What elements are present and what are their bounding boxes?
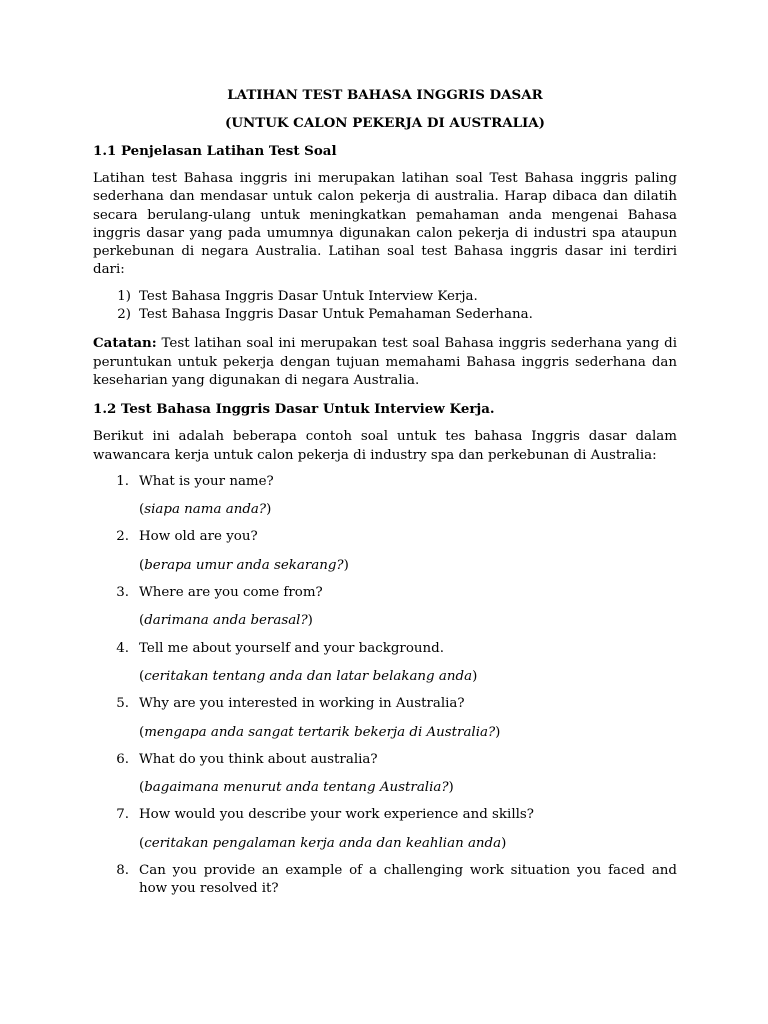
note-label: Catatan:	[93, 335, 157, 352]
document-title: LATIHAN TEST BAHASA INGGRIS DASAR	[227, 87, 543, 103]
question-text: Can you provide an example of a challenging work situation you faced and how you resolved it?	[139, 863, 677, 897]
question-translation: (siapa nama anda?)	[139, 502, 272, 518]
question-item	[93, 806, 677, 853]
test-type-list	[93, 288, 677, 325]
translation-text: berapa umur anda sekarang?	[144, 557, 344, 573]
interview-question-list	[93, 473, 677, 899]
translation-text: ceritakan tentang anda dan latar belakang anda	[144, 668, 473, 684]
question-item	[93, 640, 677, 687]
translation-text: bagaimana menurut anda tentang Australia?	[144, 780, 449, 796]
section-paragraph-1-1: Latihan test Bahasa inggris ini merupakan latihan soal Test Bahasa inggris paling sederhana dan mendasar untuk calon pekerja di australia. Harap dibaca dan dilatih secara berulang-ulang untuk meningkatkan pemahaman anda mengenai Bahasa inggris dasar yang pada umumnya digunakan calon pekerja di industri spa ataupun perkebunan di negara Australia. Latihan soal test Bahasa inggris dasar ini terdiri dari:	[93, 171, 677, 278]
translation-text: siapa nama anda?	[144, 502, 267, 518]
question-text: What is your name?	[139, 473, 274, 489]
question-number: 3.	[116, 585, 129, 601]
question-text: What do you think about australia?	[139, 751, 378, 767]
section-heading-1-2: 1.2 Test Bahasa Inggris Dasar Untuk Interview Kerja.	[93, 401, 495, 418]
section-heading-1-1: 1.1 Penjelasan Latihan Test Soal	[93, 143, 337, 159]
question-number: 5.	[116, 696, 129, 712]
question-translation: (bagaimana menurut anda tentang Australia?)	[139, 780, 454, 796]
question-translation: (berapa umur anda sekarang?)	[139, 557, 349, 573]
translation-text: darimana anda berasal?	[144, 613, 308, 629]
translation-text: ceritakan pengalaman kerja anda dan keahlian anda	[144, 835, 502, 851]
question-translation: (mengapa anda sangat tertarik bekerja di Australia?)	[139, 724, 501, 740]
list-item-number: 2)	[117, 307, 131, 323]
question-item	[93, 584, 677, 631]
question-number: 4.	[116, 640, 129, 656]
document-subtitle: (UNTUK CALON PEKERJA DI AUSTRALIA)	[224, 115, 546, 131]
translation-text: mengapa anda sangat tertarik bekerja di Australia?	[144, 724, 496, 740]
question-item	[93, 751, 677, 798]
question-text: Where are you come from?	[139, 585, 323, 601]
question-item	[93, 695, 677, 742]
question-text: How would you describe your work experience and skills?	[139, 807, 534, 823]
question-number: 7.	[116, 807, 129, 823]
question-number: 8.	[116, 863, 129, 879]
question-item	[93, 862, 677, 899]
question-translation: (ceritakan pengalaman kerja anda dan keahlian anda)	[139, 835, 507, 851]
list-item-number: 1)	[117, 288, 131, 304]
question-number: 1.	[116, 473, 129, 489]
note-text: Test latihan soal ini merupakan test soal Bahasa inggris sederhana yang di peruntukan untuk pekerja dengan tujuan memahami Bahasa inggris sederhana dan keseharian yang digunakan di negara Australia.	[93, 336, 677, 388]
question-item	[93, 528, 677, 575]
question-number: 6.	[116, 751, 129, 767]
question-translation: (darimana anda berasal?)	[139, 613, 313, 629]
question-text: Why are you interested in working in Australia?	[139, 696, 465, 712]
question-text: How old are you?	[139, 529, 258, 545]
list-item	[93, 306, 677, 324]
question-item	[93, 473, 677, 520]
question-number: 2.	[116, 529, 129, 545]
list-item-text: Test Bahasa Inggris Dasar Untuk Interview Kerja.	[139, 288, 478, 304]
list-item-text: Test Bahasa Inggris Dasar Untuk Pemahaman Sederhana.	[139, 307, 533, 323]
note-paragraph	[93, 334, 677, 390]
list-item	[93, 288, 677, 306]
document-content	[93, 86, 677, 908]
question-text: Tell me about yourself and your background.	[139, 640, 444, 656]
section-intro-1-2: Berikut ini adalah beberapa contoh soal untuk tes bahasa Inggris dasar dalam wawancara kerja untuk calon pekerja di industry spa dan perkebunan di Australia:	[93, 429, 677, 463]
question-translation: (ceritakan tentang anda dan latar belakang anda)	[139, 668, 478, 684]
